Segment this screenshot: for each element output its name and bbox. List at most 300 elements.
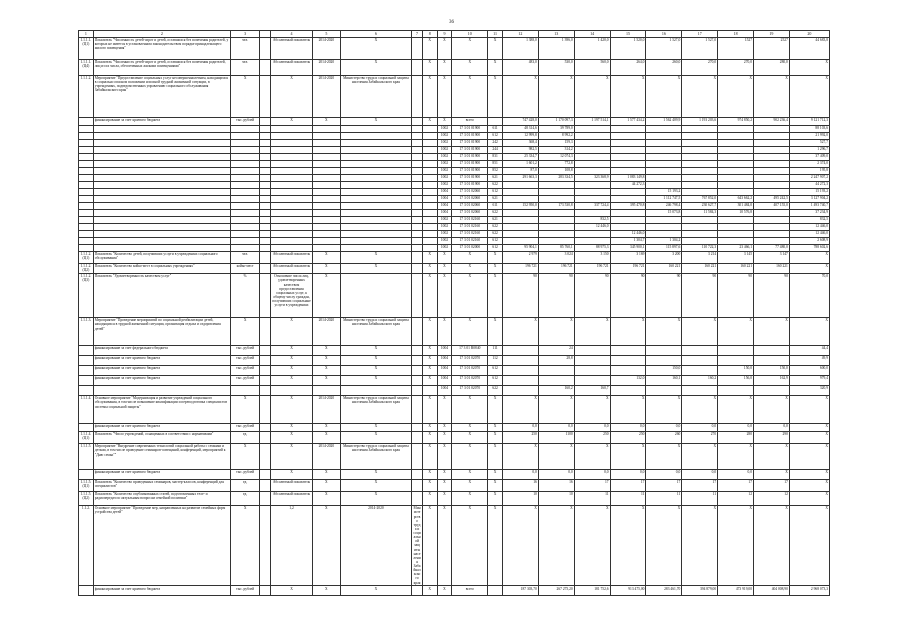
table-cell: 160,1 (646, 375, 682, 385)
table-cell (754, 167, 790, 174)
table-cell: Х (646, 317, 682, 345)
table-cell: 612 (488, 237, 503, 244)
table-cell: 1002 (437, 237, 452, 244)
table-cell (682, 125, 718, 132)
table-cell (270, 195, 312, 202)
table-cell: Х (437, 263, 452, 273)
table-cell (260, 132, 271, 139)
table-cell: 621 (488, 174, 503, 181)
table-cell: 1 296,7 (789, 146, 829, 153)
table-cell: 913 475,00 (610, 586, 646, 596)
table-cell (610, 160, 646, 167)
table-cell (574, 181, 610, 188)
header-cell: 2 (93, 31, 230, 38)
table-row (79, 146, 830, 153)
table-cell: Х (313, 345, 340, 355)
table-cell (230, 167, 260, 174)
table-cell: 25 334,7 (502, 153, 538, 160)
table-cell: 196 721 (538, 263, 574, 273)
table-cell: 24 (538, 345, 574, 355)
table-cell: Х (422, 395, 437, 423)
table-cell (502, 223, 538, 230)
table-cell: чел. (230, 251, 260, 263)
table-cell: 17 (718, 479, 754, 491)
table-row (79, 355, 830, 365)
table-cell: 12 999,8 (502, 132, 538, 139)
table-cell: Мероприятие "Предоставление социальных услуг несовершеннолетним, находящимся в социально опасном положении или иной трудной жизненной ситуации, в учреждениях, подведомственных управлению социального обслуживания Забайкальского края" (93, 75, 230, 117)
table-cell (718, 188, 754, 195)
header-cell: 14 (574, 31, 610, 38)
table-cell (412, 160, 423, 167)
table-cell: 21 992,0 (789, 132, 829, 139)
table-cell: Х (574, 505, 610, 585)
table-cell: 44 272,3 (610, 181, 646, 188)
table-cell (646, 355, 682, 365)
table-row (79, 223, 830, 230)
table-cell: Х (230, 75, 260, 117)
table-cell (754, 160, 790, 167)
table-cell (574, 153, 610, 160)
table-cell: 195,8 (789, 167, 829, 174)
table-cell: Х (538, 395, 574, 423)
table-cell: 10 (538, 491, 574, 505)
table-cell: Х (610, 505, 646, 585)
table-cell: 1 396,0 (538, 37, 574, 59)
header-cell: 3 (230, 31, 260, 38)
table-cell: 407 155,0 (754, 202, 790, 209)
table-cell: 1100 (538, 431, 574, 443)
table-cell (340, 132, 412, 139)
table-cell (230, 244, 260, 251)
table-cell (270, 174, 312, 181)
table-cell (718, 237, 754, 244)
table-cell (230, 153, 260, 160)
table-cell (230, 223, 260, 230)
table-cell: Х (270, 431, 312, 443)
table-cell: Х (313, 491, 340, 505)
table-cell: 12 (754, 491, 790, 505)
table-cell: тыс. рублей (230, 423, 260, 431)
table-cell (79, 132, 94, 139)
table-cell (754, 181, 790, 188)
table-cell (412, 443, 423, 469)
table-cell: 280 (718, 431, 754, 443)
table-cell: 15 073,8 (646, 209, 682, 216)
table-cell: Х (437, 37, 452, 59)
table-cell (610, 195, 646, 202)
table-cell: 17 3 01 02070 (452, 365, 488, 375)
table-cell: Х (789, 505, 829, 585)
table-cell: Х (502, 443, 538, 469)
table-cell: 1 527,0 (646, 37, 682, 59)
table-cell: 982,5 (502, 146, 538, 153)
table-cell: 260 (646, 431, 682, 443)
table-cell: 150,0 (754, 365, 790, 375)
header-cell: 7 (412, 31, 423, 38)
table-cell: 1004 (437, 375, 452, 385)
table-cell (538, 223, 574, 230)
table-cell (93, 223, 230, 230)
table-cell (610, 132, 646, 139)
table-cell: 902 236,4 (754, 117, 790, 125)
table-cell: Х (270, 443, 312, 469)
table-cell: 611 (488, 125, 503, 132)
table-cell (340, 195, 412, 202)
table-cell: 622 (488, 209, 503, 216)
table-cell: 290 (754, 431, 790, 443)
table-cell: 852 (488, 167, 503, 174)
table-cell: % (230, 273, 260, 317)
table-cell (230, 385, 260, 395)
table-cell (502, 216, 538, 223)
table-cell: Х (754, 317, 790, 345)
table-cell: 0,0 (574, 423, 610, 431)
table-cell: Х (340, 365, 412, 375)
table-cell: Х (682, 443, 718, 469)
table-cell (412, 491, 423, 505)
table-cell (682, 365, 718, 375)
table-cell: Х (574, 395, 610, 423)
table-cell (270, 209, 312, 216)
table-cell: Х (437, 431, 452, 443)
table-cell: Х (340, 345, 412, 355)
table-cell (270, 230, 312, 237)
table-cell: Х (789, 469, 829, 479)
table-cell (313, 223, 340, 230)
table-cell: 0,0 (574, 469, 610, 479)
table-cell: Х (422, 355, 437, 365)
table-cell: Х (437, 469, 452, 479)
table-cell (260, 491, 271, 505)
table-row (79, 117, 830, 125)
table-cell (340, 385, 412, 395)
table-cell: Абсолютный показатель (270, 37, 312, 59)
table-cell (79, 160, 94, 167)
table-cell (230, 125, 260, 132)
table-cell: Х (646, 443, 682, 469)
table-cell: 495 242,5 (754, 195, 790, 202)
table-cell: 17 3 01 R0840 (452, 345, 488, 355)
table-cell: 0,0 (610, 423, 646, 431)
table-cell: 17 3 01 02160 (452, 237, 488, 244)
table-cell: Х (452, 263, 488, 273)
table-cell: Х (437, 273, 452, 317)
table-cell (340, 153, 412, 160)
table-cell (646, 132, 682, 139)
table-cell: 483,0 (502, 59, 538, 75)
table-cell: 250 (610, 431, 646, 443)
table-cell (574, 160, 610, 167)
table-cell: 17 3 01 01900 (452, 160, 488, 167)
table-cell (646, 216, 682, 223)
table-cell (718, 216, 754, 223)
table-cell (422, 160, 437, 167)
table-cell: 270 (682, 431, 718, 443)
table-cell (412, 244, 423, 251)
table-cell: 1 601,2 (502, 160, 538, 167)
table-cell: 196 721 (610, 263, 646, 273)
table-cell: Х (646, 395, 682, 423)
table-cell (260, 273, 271, 317)
table-cell: 772,8 (538, 160, 574, 167)
table-cell: 15 193,2 (646, 188, 682, 195)
table-cell: 48 314,6 (502, 125, 538, 132)
table-cell: Х (340, 469, 412, 479)
table-cell (538, 375, 574, 385)
table-cell (93, 132, 230, 139)
table-cell: Х (789, 431, 829, 443)
table-row (79, 237, 830, 244)
table-cell: Х (452, 423, 488, 431)
table-cell (93, 174, 230, 181)
table-cell (313, 139, 340, 146)
table-row (79, 216, 830, 223)
table-cell: Х (422, 505, 437, 585)
table-cell (412, 586, 423, 596)
table-cell: Х (754, 469, 790, 479)
table-cell: 747 428,0 (502, 117, 538, 125)
table-cell: Х (718, 443, 754, 469)
table-cell (93, 188, 230, 195)
table-cell (79, 375, 94, 385)
table-cell (422, 223, 437, 230)
table-cell: Отношение числа лиц, удовлетворенных качеством предоставления социальных услуг, к общему числу граждан, получивших социальные услуги в учреждениях (270, 273, 312, 317)
table-cell: Х (340, 263, 412, 273)
table-cell: Министерство труда и социальной защиты населения Забайкальского края (413, 506, 421, 585)
table-cell (502, 385, 538, 395)
table-cell: Х (789, 423, 829, 431)
table-cell (340, 237, 412, 244)
header-cell: 1 (79, 31, 94, 38)
table-cell (270, 125, 312, 132)
table-cell: Х (452, 431, 488, 443)
table-cell: 28,8 (538, 355, 574, 365)
table-cell (260, 431, 271, 443)
table-cell (422, 244, 437, 251)
table-cell: Х (452, 273, 488, 317)
table-cell (313, 167, 340, 174)
table-cell (682, 181, 718, 188)
table-cell: 0,0 (538, 423, 574, 431)
table-cell: 612 (488, 188, 503, 195)
table-cell: 90 (754, 273, 790, 317)
table-cell (79, 139, 94, 146)
table-cell: 0,0 (646, 423, 682, 431)
table-cell: Х (230, 505, 260, 585)
table-cell: 301 484,0 (718, 202, 754, 209)
table-cell: 1,2 (270, 505, 312, 585)
table-cell: 622 (488, 181, 503, 188)
table-cell (93, 146, 230, 153)
table-cell (79, 117, 94, 125)
table-cell (502, 188, 538, 195)
table-cell: 17 3 01 02160 (452, 223, 488, 230)
table-cell (93, 202, 230, 209)
table-cell: Х (538, 443, 574, 469)
table-cell (270, 160, 312, 167)
table-cell (93, 167, 230, 174)
table-cell: 90 (610, 273, 646, 317)
table-cell: Х (230, 317, 260, 345)
table-cell: 90 (538, 273, 574, 317)
table-cell (313, 244, 340, 251)
table-cell: 160 221 (682, 263, 718, 273)
table-cell: 11 (682, 491, 718, 505)
table-cell: Х (789, 443, 829, 469)
table-cell: 612 (488, 375, 503, 385)
table-cell: 612 (488, 365, 503, 375)
table-cell (340, 188, 412, 195)
table-cell (270, 244, 312, 251)
table-cell: 368,4 (502, 139, 538, 146)
table-cell (412, 237, 423, 244)
table-cell: 1004 (437, 195, 452, 202)
table-cell: 622 (488, 385, 503, 395)
table-cell: Министерство труда и социальной защиты населения Забайкальского края (340, 75, 412, 117)
table-cell (270, 188, 312, 195)
table-cell: Х (270, 375, 312, 385)
table-cell (412, 195, 423, 202)
table-row (79, 491, 830, 505)
table-cell: 160 221 (754, 263, 790, 273)
table-cell: 44 272,3 (789, 181, 829, 188)
table-cell (260, 153, 271, 160)
table-row (79, 345, 830, 355)
table-cell: 2 979 (502, 251, 538, 263)
table-cell: 77 480,0 (754, 244, 790, 251)
table-cell (718, 153, 754, 160)
table-cell: 1 562 409,9 (646, 117, 682, 125)
table-cell: финансирование за счет краевого бюджета (93, 355, 230, 365)
table-cell: 17 (646, 479, 682, 491)
table-cell: Х (422, 273, 437, 317)
table-cell: тыс. рублей (230, 375, 260, 385)
table-cell (260, 263, 271, 273)
table-cell: Х (340, 423, 412, 431)
table-cell (412, 188, 423, 195)
table-cell: тыс. рублей (230, 365, 260, 375)
table-cell: Х (422, 375, 437, 385)
table-cell (646, 146, 682, 153)
table-cell: 37 409,0 (789, 153, 829, 160)
table-cell (646, 223, 682, 230)
table-cell (79, 365, 94, 375)
table-cell: Х (610, 317, 646, 345)
table-cell: 17 (574, 479, 610, 491)
table-cell (682, 223, 718, 230)
table-cell (93, 209, 230, 216)
table-cell: 11 (610, 491, 646, 505)
table-row (79, 273, 830, 317)
table-cell (230, 146, 260, 153)
table-row (79, 263, 830, 273)
table-cell (412, 174, 423, 181)
table-cell: 250 (502, 431, 538, 443)
table-cell: 0,0 (754, 423, 790, 431)
table-cell (610, 209, 646, 216)
table-cell: 1002 (437, 146, 452, 153)
table-cell: 1004 (437, 209, 452, 216)
table-cell: финансирование за счет краевого бюджета (93, 586, 230, 596)
table-cell (412, 355, 423, 365)
table-cell: Показатель "Число учреждений, оснащенных в соответствии с нормативами" (93, 431, 230, 443)
table-cell (260, 125, 271, 132)
table-cell: 283 461,70 (646, 586, 682, 596)
table-cell: Х (437, 59, 452, 75)
table-cell (422, 167, 437, 174)
table-cell (340, 146, 412, 153)
table-cell: 159,3 (538, 139, 574, 146)
table-cell: 0,0 (502, 423, 538, 431)
table-cell (502, 230, 538, 237)
table-cell: 160,2 (538, 385, 574, 395)
header-cell: 6 (340, 31, 412, 38)
table-cell: 15 193,2 (789, 188, 829, 195)
table-cell: 12 446,0 (574, 223, 610, 230)
table-cell (422, 195, 437, 202)
table-cell (313, 230, 340, 237)
table-cell: 2 374,0 (789, 160, 829, 167)
table-cell (574, 209, 610, 216)
table-cell: 0,0 (646, 469, 682, 479)
table-cell: 0,0 (718, 469, 754, 479)
table-cell (412, 345, 423, 355)
table-cell (502, 355, 538, 365)
table-cell (340, 125, 412, 132)
table-cell: 17 3 01 02000 (452, 244, 488, 251)
table-cell (718, 345, 754, 355)
table-cell (230, 237, 260, 244)
table-cell: Х (574, 75, 610, 117)
table-cell (574, 146, 610, 153)
table-row (79, 125, 830, 132)
table-cell: 173 530,8 (538, 202, 574, 209)
table-cell (260, 146, 271, 153)
table-cell: Х (488, 251, 503, 263)
table-cell (270, 202, 312, 209)
table-cell (610, 365, 646, 375)
table-cell (718, 230, 754, 237)
table-cell: всего (452, 586, 488, 596)
table-cell (79, 237, 94, 244)
table-cell: 132,0 (610, 375, 646, 385)
table-cell: ед. (230, 491, 260, 505)
table-cell: 23 466,1 (718, 244, 754, 251)
table-cell: 611 (488, 202, 503, 209)
table-cell: Х (452, 395, 488, 423)
table-cell (422, 181, 437, 188)
table-cell (260, 423, 271, 431)
table-cell: 17 3 01 02070 (452, 355, 488, 365)
table-cell: 17 3 01 01900 (452, 132, 488, 139)
table-cell: Х (789, 479, 829, 491)
table-cell (93, 153, 230, 160)
table-row (79, 209, 830, 216)
table-cell (260, 216, 271, 223)
table-cell (646, 167, 682, 174)
table-cell: 111 (488, 345, 503, 355)
table-cell: 2527 (754, 37, 790, 59)
table-cell: 12 (718, 491, 754, 505)
table-cell (682, 188, 718, 195)
table-cell: Х (610, 395, 646, 423)
table-cell (682, 385, 718, 395)
table-cell (260, 139, 271, 146)
table-cell (340, 174, 412, 181)
table-cell (79, 202, 94, 209)
table-cell: финансирование за счет краевого бюджета (93, 375, 230, 385)
table-cell (260, 586, 271, 596)
